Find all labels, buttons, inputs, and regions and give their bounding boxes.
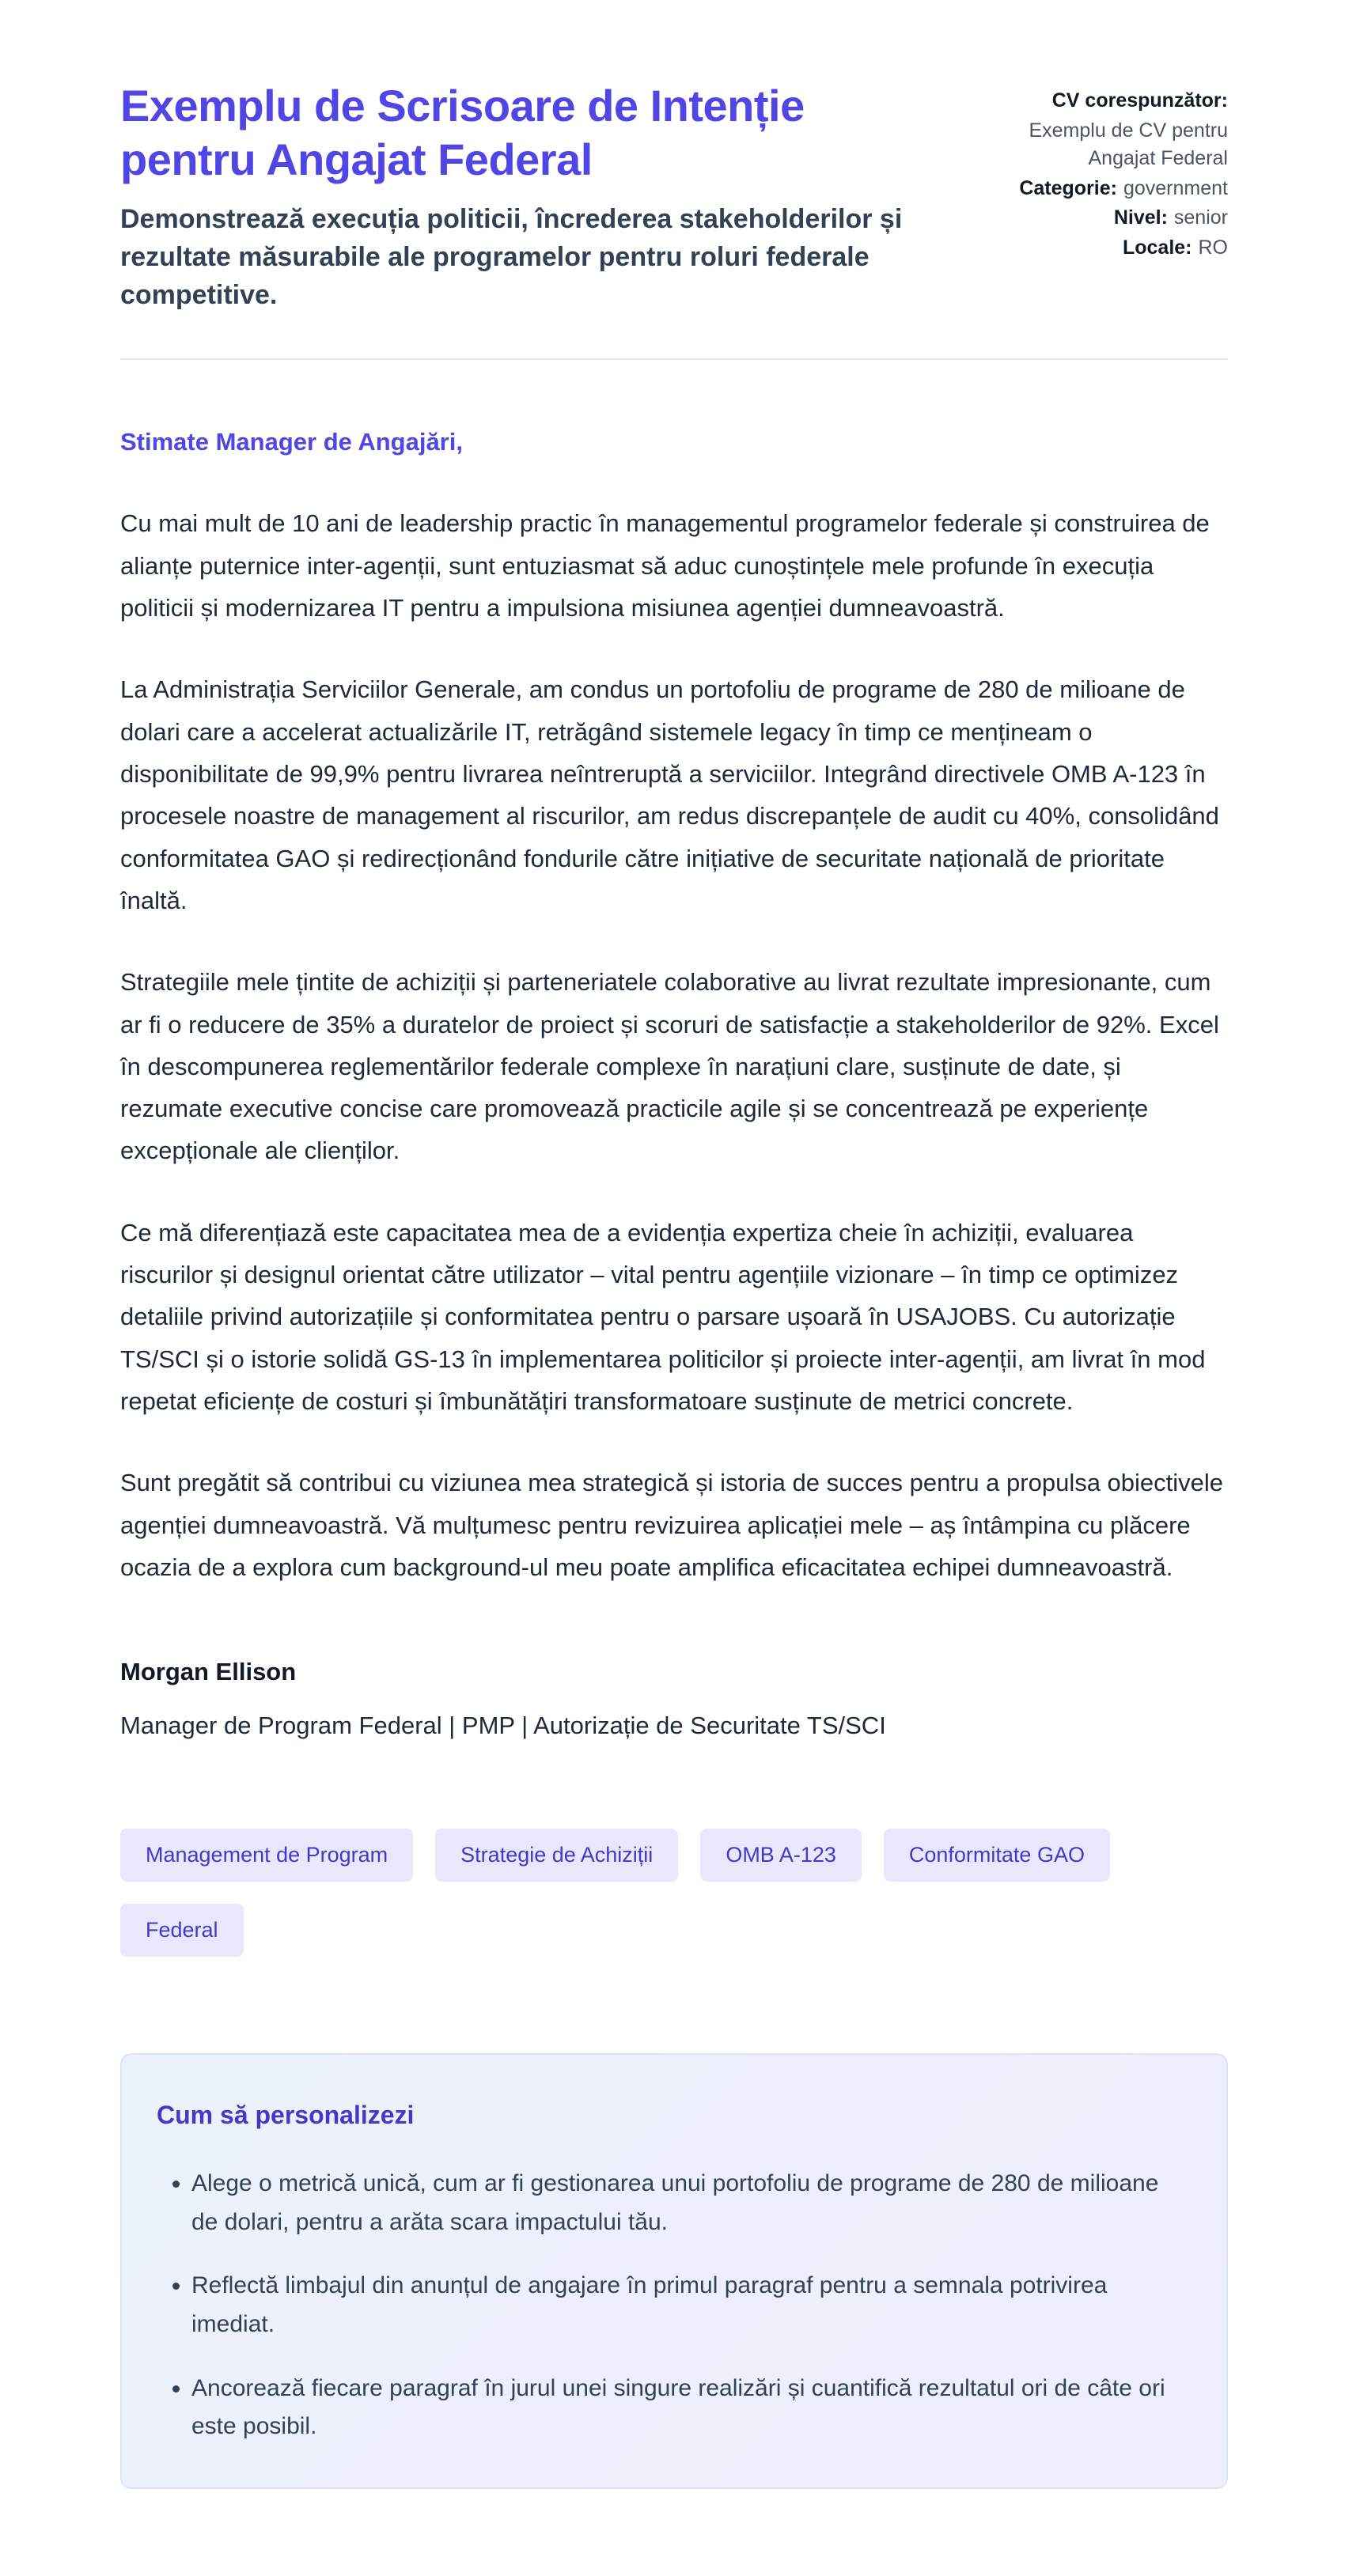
letter-paragraph: La Administrația Serviciilor Generale, am condus un portofoliu de programe de 280 de milioane de dolari care a accelerat actualizările IT, retrăgând sistemele legacy în timp ce mențineam o disponibilitate de 99,9% pentru livrarea neîntreruptă a serviciilor. Integrând directivele OMB A-123 în procesele noastre de management al riscurilor, am redus discrepanțele de audit cu 40%, consolidând conformitatea GAO și redirecționând fondurile către inițiative de securitate națională de prioritate înaltă.: [120, 675, 1219, 914]
signature-name: Morgan Ellison: [120, 1658, 297, 1686]
meta-locale-label: Locale:: [1122, 236, 1192, 259]
meta-category-row: [967, 175, 1228, 203]
divider: [120, 358, 1228, 360]
meta-category-label: Categorie:: [1019, 176, 1117, 199]
meta-cv-value: Exemplu de CV pentru Angajat Federal: [1029, 119, 1228, 169]
letter-body: [120, 428, 1228, 1740]
callout-list: [157, 2165, 1190, 2446]
signature-title: Manager de Program Federal | PMP | Autorizație de Securitate TS/SCI: [120, 1712, 886, 1740]
letter-paragraph: Cu mai mult de 10 ani de leadership practic în managementul programelor federale și construirea de alianțe puternice inter-agenții, sunt entuziasmat să aduc cunoștințele mele profunde în execuția politicii și modernizarea IT pentru a impulsiona misiunea agenției dumneavoastră.: [120, 509, 1210, 622]
page-subtitle: Demonstrează execuția politicii, încrederea stakeholderilor și rezultate măsurabile ale programelor pentru roluri federale competitive.: [120, 203, 903, 311]
page-title: Exemplu de Scrisoare de Intenție pentru Angajat Federal: [120, 81, 805, 185]
callout-item: • Ancorează fiecare paragraf în jurul unei singure realizări și cuantifică rezultatul ori de câte ori este posibil.: [191, 2370, 1190, 2446]
tag-conformitate-gao[interactable]: Conformitate GAO: [884, 1829, 1110, 1882]
meta-category-value: government: [1123, 176, 1228, 199]
meta-cv-label-row: [967, 87, 1228, 115]
meta-cv-value-row: [967, 117, 1228, 173]
letter-paragraph: Sunt pregătit să contribui cu viziunea mea strategică și istoria de succes pentru a propulsa obiectivele agenției dumneavoastră. Vă mulțumesc pentru revizuirea aplicației mele – aș întâmpina cu plăcere ocazia de a explora cum background-ul meu poate amplifica eficacitatea echipei dumneavoastră.: [120, 1469, 1224, 1581]
tag-omb-a-123[interactable]: OMB A-123: [700, 1829, 862, 1882]
header-title-block: [120, 79, 919, 314]
letter-paragraph: Strategiile mele țintite de achiziții și parteneriatele colaborative au livrat rezultate impresionante, cum ar fi o reducere de 35% a duratelor de proiect și scoruri de satisfacție a stakeholderilor de 92%. Excel în descompunerea reglementărilor federale complexe în narațiuni clare, susținute de date, și rezumate executive concise care promovează practicile agile și se concentrează pe experiențe excepționale ale clienților.: [120, 968, 1219, 1165]
callout-item: • Alege o metrică unică, cum ar fi gestionarea unui portofoliu de programe de 280 de milioane de dolari, pentru a arăta scara impactului tău.: [191, 2165, 1190, 2241]
tag-strategie-de-achizitii[interactable]: Strategie de Achiziții: [435, 1829, 678, 1882]
header: [120, 79, 1228, 314]
meta-cv-label: CV corespunzător:: [1051, 89, 1228, 112]
meta-locale-row: [967, 234, 1228, 263]
tag-federal[interactable]: Federal: [120, 1904, 244, 1957]
meta-level-label: Nivel:: [1113, 206, 1168, 229]
callout-title: Cum să personalizezi: [157, 2101, 415, 2130]
meta-locale-value: RO: [1198, 236, 1228, 259]
personalization-callout: [120, 2053, 1228, 2489]
meta-level-value: senior: [1173, 206, 1228, 229]
meta-panel: [967, 79, 1228, 262]
tag-management-de-program[interactable]: Management de Program: [120, 1829, 413, 1882]
meta-level-row: [967, 204, 1228, 233]
salutation: Stimate Manager de Angajări,: [120, 428, 463, 456]
callout-item: • Reflectă limbajul din anunțul de angajare în primul paragraf pentru a semnala potrivirea imediat.: [191, 2267, 1190, 2343]
letter-paragraph: Ce mă diferențiază este capacitatea mea de a evidenția expertiza cheie în achiziții, evaluarea riscurilor și designul orientat către utilizator – vital pentru agențiile vizionare – în timp ce optimizez detaliile privind autorizațiile și conformitatea pentru o parsare ușoară în USAJOBS. Cu autorizație TS/SCI și o istorie solidă GS-13 în implementarea politicilor și proiecte inter-agenții, am livrat în mod repetat eficiențe de costuri și îmbunătățiri transformatoare susținute de metrici concrete.: [120, 1218, 1206, 1416]
tag-list: [120, 1829, 1228, 1957]
